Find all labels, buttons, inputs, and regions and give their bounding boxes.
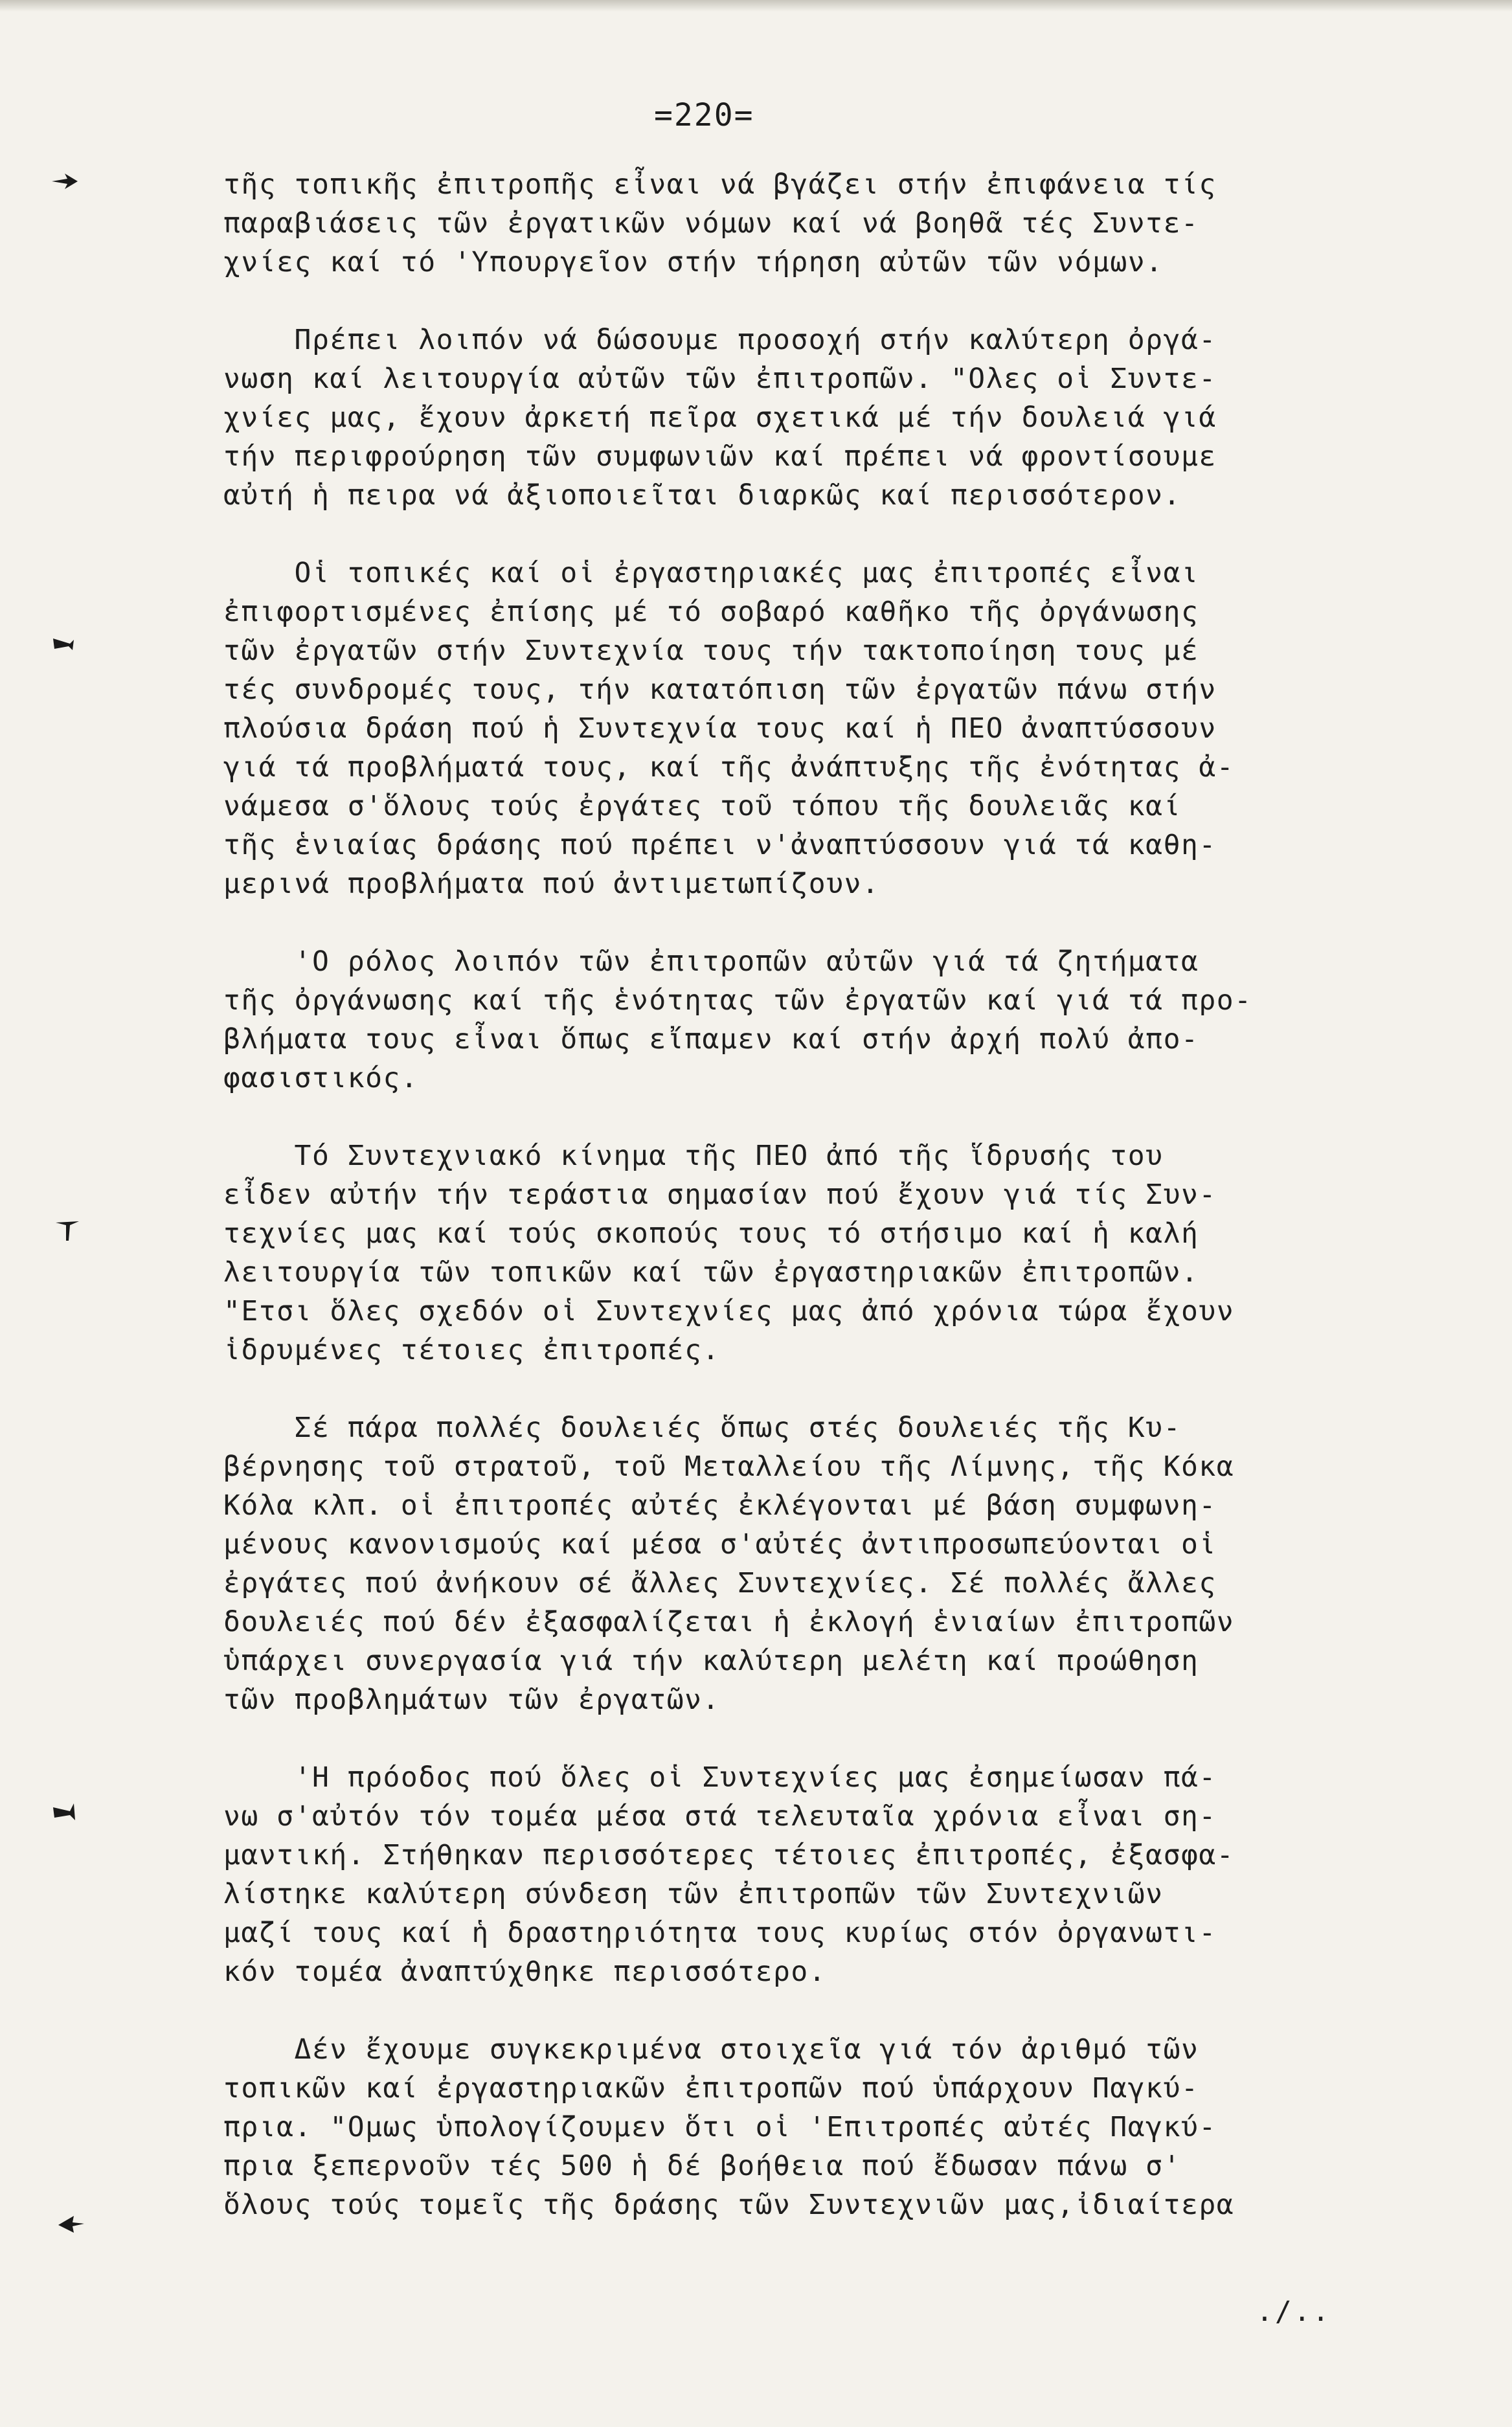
- text-line: Οἱ τοπικές καί οἱ ἐργαστηριακές μας ἐπιτροπές εἶναι: [223, 557, 1199, 589]
- text-line: εἶδεν αὐτήν τήν τεράστια σημασίαν πού ἔχουν γιά τίς Συν-: [223, 1179, 1217, 1211]
- text-line: μαζί τους καί ἡ δραστηριότητα τους κυρίως στόν ὀργανωτι-: [223, 1917, 1217, 1949]
- text-line: χνίες μας, ἔχουν ἀρκετή πεῖρα σχετικά μέ τήν δουλειά γιά: [223, 401, 1217, 434]
- binder-hole-mark-icon: [51, 633, 79, 657]
- text-line: ἐργάτες πού ἀνήκουν σέ ἄλλες Συντεχνίες. Σέ πολλές ἄλλες: [223, 1567, 1217, 1599]
- text-line: τές συνδρομές τους, τήν κατατόπιση τῶν ἐργατῶν πάνω στήν: [223, 673, 1217, 706]
- text-line: βλήματα τους εἶναι ὅπως εἴπαμεν καί στήν ἀρχή πολύ ἀπο-: [223, 1023, 1199, 1055]
- text-line: τεχνίες μας καί τούς σκοπούς τους τό στήσιμο καί ἡ καλή: [223, 1217, 1199, 1250]
- text-line: πλούσια δράση πού ἡ Συντεχνία τους καί ἡ ΠΕΟ ἀναπτύσσουν: [223, 712, 1217, 745]
- paragraph: [223, 942, 1402, 1098]
- text-line: παραβιάσεις τῶν ἐργατικῶν νόμων καί νά βοηθᾶ τές Συντε-: [223, 207, 1199, 240]
- paragraph: [223, 554, 1402, 903]
- page-number: =220=: [654, 97, 754, 133]
- paragraph: [223, 2030, 1402, 2224]
- binder-hole-mark-icon: [52, 1801, 80, 1824]
- text-line: 'Η πρόοδος πού ὅλες οἱ Συντεχνίες μας ἐσημείωσαν πά-: [223, 1761, 1217, 1794]
- text-line: Σέ πάρα πολλές δουλειές ὅπως στές δουλειές τῆς Κυ-: [223, 1412, 1181, 1444]
- text-line: τοπικῶν καί ἐργαστηριακῶν ἐπιτροπῶν πού ὑπάρχουν Παγκύ-: [223, 2072, 1199, 2105]
- text-line: μερινά προβλήματα πού ἀντιμετωπίζουν.: [223, 868, 880, 900]
- text-line: "Ετσι ὅλες σχεδόν οἱ Συντεχνίες μας ἀπό χρόνια τώρα ἔχουν: [223, 1295, 1235, 1327]
- paragraph: [223, 165, 1402, 282]
- binder-hole-mark-icon: [51, 170, 79, 193]
- text-line: μένους κανονισμούς καί μέσα σ'αὐτές ἀντιπροσωπεύονται οἱ: [223, 1528, 1217, 1561]
- text-line: τῆς ὀργάνωσης καί τῆς ἑνότητας τῶν ἐργατῶν καί γιά τά προ-: [223, 984, 1252, 1017]
- paragraph: [223, 1758, 1402, 1991]
- binder-hole-mark-icon: [57, 2212, 85, 2235]
- text-line: Δέν ἔχουμε συγκεκριμένα στοιχεῖα γιά τόν ἀριθμό τῶν: [223, 2033, 1199, 2066]
- text-line: βέρνησης τοῦ στρατοῦ, τοῦ Μεταλλείου τῆς Λίμνης, τῆς Κόκα: [223, 1451, 1235, 1483]
- paragraph: [223, 321, 1402, 515]
- text-line: ὑπάρχει συνεργασία γιά τήν καλύτερη μελέτη καί προώθηση: [223, 1645, 1199, 1677]
- binder-hole-mark-icon: [53, 1219, 82, 1242]
- text-line: Τό Συντεχνιακό κίνημα τῆς ΠΕΟ ἀπό τῆς ἵδρυσής του: [223, 1140, 1164, 1172]
- text-line: τῶν προβλημάτων τῶν ἐργατῶν.: [223, 1684, 720, 1716]
- text-line: κόν τομέα ἀναπτύχθηκε περισσότερο.: [223, 1956, 827, 1988]
- paragraph: [223, 1136, 1402, 1370]
- text-line: ἐπιφορτισμένες ἐπίσης μέ τό σοβαρό καθῆκο τῆς ὀργάνωσης: [223, 596, 1199, 628]
- text-line: τῆς ἑνιαίας δράσης πού πρέπει ν'ἀναπτύσσουν γιά τά καθη-: [223, 829, 1217, 861]
- text-line: Κόλα κλπ. οἱ ἐπιτροπές αὐτές ἐκλέγονται μέ βάση συμφωνη-: [223, 1489, 1217, 1522]
- text-line: Πρέπει λοιπόν νά δώσουμε προσοχή στήν καλύτερη ὀργά-: [223, 324, 1217, 356]
- text-line: λίστηκε καλύτερη σύνδεση τῶν ἐπιτροπῶν τῶν Συντεχνιῶν: [223, 1878, 1164, 1910]
- text-line: ὅλους τούς τομεῖς τῆς δράσης τῶν Συντεχνιῶν μας,ἰδιαίτερα: [223, 2189, 1235, 2221]
- document-body: [223, 165, 1402, 2263]
- text-line: πρια ξεπερνοῦν τές 500 ἡ δέ βοήθεια πού ἔδωσαν πάνω σ': [223, 2150, 1181, 2182]
- scan-top-edge: [0, 0, 1512, 12]
- continuation-mark: ./..: [1256, 2296, 1331, 2328]
- text-line: τῶν ἐργατῶν στήν Συντεχνία τους τήν τακτοποίηση τους μέ: [223, 635, 1199, 667]
- text-line: φασιστικός.: [223, 1062, 419, 1094]
- text-line: δουλειές πού δέν ἐξασφαλίζεται ἡ ἐκλογή ἑνιαίων ἐπιτροπῶν: [223, 1606, 1235, 1638]
- text-line: χνίες καί τό 'Υπουργεῖον στήν τήρηση αὐτῶν τῶν νόμων.: [223, 246, 1164, 278]
- text-line: νωση καί λειτουργία αὐτῶν τῶν ἐπιτροπῶν. "Ολες οἱ Συντε-: [223, 363, 1217, 395]
- text-line: πρια. "Ομως ὑπολογίζουμεν ὅτι οἱ 'Επιτροπές αὐτές Παγκύ-: [223, 2111, 1217, 2143]
- text-line: τήν περιφρούρηση τῶν συμφωνιῶν καί πρέπει νά φροντίσουμε: [223, 440, 1217, 473]
- text-line: νω σ'αὐτόν τόν τομέα μέσα στά τελευταῖα χρόνια εἶναι ση-: [223, 1800, 1217, 1833]
- paragraph: [223, 1408, 1402, 1719]
- text-line: 'Ο ρόλος λοιπόν τῶν ἐπιτροπῶν αὐτῶν γιά τά ζητήματα: [223, 945, 1199, 978]
- text-line: λειτουργία τῶν τοπικῶν καί τῶν ἐργαστηριακῶν ἐπιτροπῶν.: [223, 1256, 1199, 1289]
- text-line: τῆς τοπικῆς ἐπιτροπῆς εἶναι νά βγάζει στήν ἐπιφάνεια τίς: [223, 168, 1217, 201]
- text-line: νάμεσα σ'ὅλους τούς ἐργάτες τοῦ τόπου τῆς δουλειᾶς καί: [223, 790, 1181, 822]
- text-line: μαντική. Στήθηκαν περισσότερες τέτοιες ἐπιτροπές, ἐξασφα-: [223, 1839, 1235, 1871]
- text-line: αὐτή ἡ πειρα νά ἀξιοποιεῖται διαρκῶς καί περισσότερον.: [223, 479, 1181, 512]
- text-line: γιά τά προβλήματά τους, καί τῆς ἀνάπτυξης τῆς ἐνότητας ἀ-: [223, 751, 1235, 784]
- text-line: ἱδρυμένες τέτοιες ἐπιτροπές.: [223, 1334, 720, 1366]
